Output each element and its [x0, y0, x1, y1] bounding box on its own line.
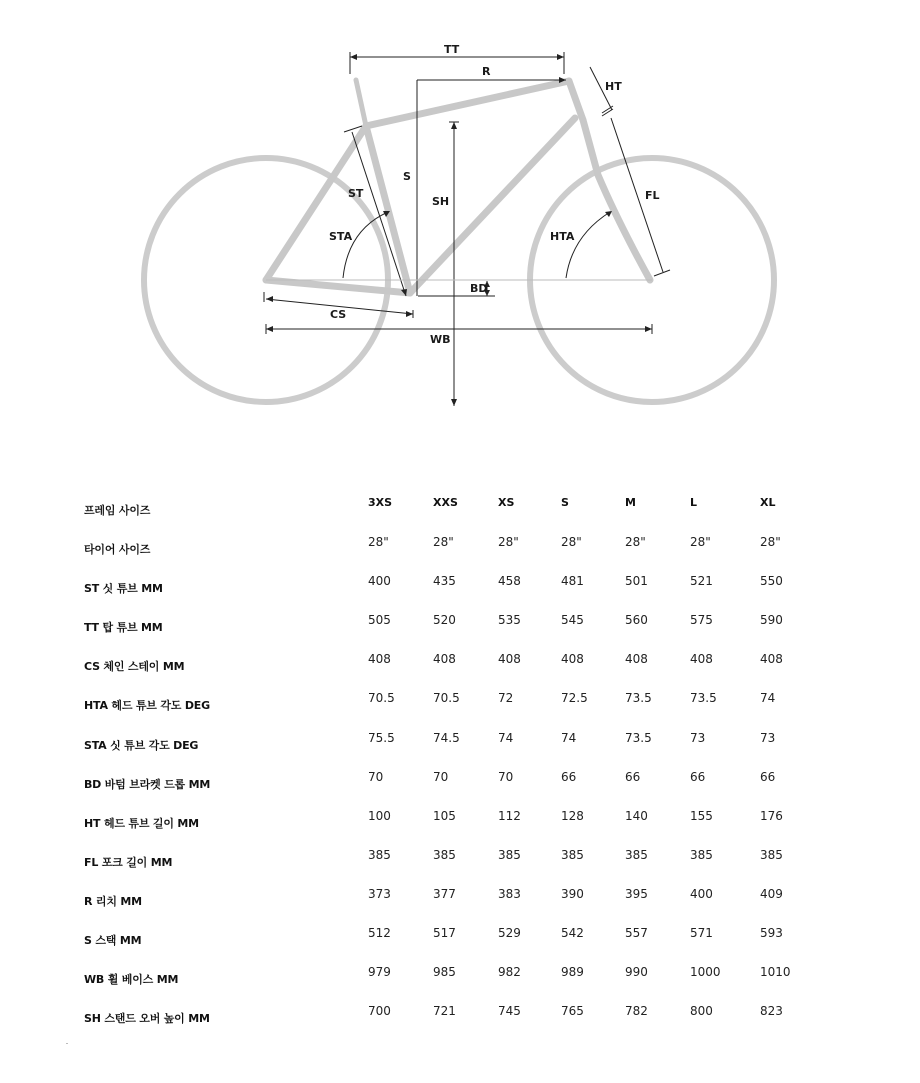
table-row: [0, 754, 920, 793]
label-wb: WB: [430, 333, 451, 346]
table-cell: 373: [368, 886, 391, 901]
table-cell: 74: [760, 691, 776, 706]
table-cell: 70.5: [433, 691, 460, 706]
size-header: XXS: [433, 496, 458, 509]
table-cell: 73.5: [690, 691, 717, 706]
table-cell: 542: [561, 926, 584, 941]
table-cell: 408: [561, 652, 584, 667]
table-cell: 593: [760, 926, 783, 941]
table-cell: 985: [433, 965, 456, 980]
table-cell: 408: [690, 652, 713, 667]
table-cell: 385: [433, 847, 456, 862]
size-header: M: [625, 496, 636, 509]
table-cell: 535: [498, 613, 521, 628]
table-cell: 70.5: [368, 691, 395, 706]
table-cell: 557: [625, 926, 648, 941]
table-cell: 1010: [760, 965, 791, 980]
table-cell: 408: [368, 652, 391, 667]
table-cell: 385: [561, 847, 584, 862]
table-cell: 400: [368, 574, 391, 589]
header-row: [0, 480, 920, 519]
table-cell: 70: [368, 769, 384, 784]
table-cell: 1000: [690, 965, 721, 980]
table-cell: 385: [690, 847, 713, 862]
row-label: HT 헤드 튜브 길이 MM: [84, 816, 199, 830]
table-cell: 400: [690, 886, 713, 901]
label-bd: BD: [470, 282, 488, 295]
table-cell: 66: [561, 769, 577, 784]
table-cell: 100: [368, 808, 391, 823]
table-cell: 982: [498, 965, 521, 980]
table-cell: 990: [625, 965, 648, 980]
table-cell: 481: [561, 574, 584, 589]
row-label: 프레임 사이즈: [84, 504, 151, 517]
table-cell: 66: [625, 769, 641, 784]
table-cell: 458: [498, 574, 521, 589]
table-cell: 73.5: [625, 730, 652, 745]
table-cell: 385: [625, 847, 648, 862]
table-cell: 385: [760, 847, 783, 862]
table-cell: 128: [561, 808, 584, 823]
table-row: [0, 832, 920, 871]
bike-geometry-diagram: [0, 0, 920, 420]
table-cell: 395: [625, 886, 648, 901]
table-cell: 70: [498, 769, 514, 784]
table-cell: 575: [690, 613, 713, 628]
table-cell: 377: [433, 886, 456, 901]
label-hta: HTA: [550, 230, 575, 243]
table-cell: 28": [561, 535, 582, 550]
table-row: [0, 715, 920, 754]
divider: [66, 1043, 68, 1044]
table-row: [0, 871, 920, 910]
seatpost: [356, 80, 366, 126]
table-cell: 550: [760, 574, 783, 589]
size-header: XL: [760, 496, 776, 509]
table-cell: 72.5: [561, 691, 588, 706]
bike-frame: [266, 81, 650, 293]
table-cell: 745: [498, 1004, 521, 1019]
row-label: R 리치 MM: [84, 894, 142, 908]
table-cell: 28": [760, 535, 781, 550]
label-r: R: [482, 65, 491, 78]
table-row: [0, 519, 920, 558]
size-header: 3XS: [368, 496, 393, 509]
table-cell: 800: [690, 1004, 713, 1019]
table-cell: 74.5: [433, 730, 460, 745]
table-cell: 28": [368, 535, 389, 550]
table-row: [0, 949, 920, 988]
table-cell: 517: [433, 926, 456, 941]
row-label: BD 바텀 브라켓 드롭 MM: [84, 777, 211, 791]
table-cell: 571: [690, 926, 713, 941]
label-sh: SH: [432, 195, 450, 208]
table-cell: 721: [433, 1004, 456, 1019]
table-body: [0, 519, 920, 1027]
table-cell: 590: [760, 613, 783, 628]
table-cell: 75.5: [368, 730, 395, 745]
table-cell: 989: [561, 965, 584, 980]
table-row: [0, 636, 920, 675]
geometry-table: [0, 480, 920, 1027]
table-cell: 545: [561, 613, 584, 628]
table-cell: 560: [625, 613, 648, 628]
row-label: STA 싯 튜브 각도 DEG: [84, 738, 199, 752]
size-header: S: [561, 496, 569, 509]
table-cell: 28": [433, 535, 454, 550]
table-cell: 155: [690, 808, 713, 823]
row-label: HTA 헤드 튜브 각도 DEG: [84, 699, 210, 713]
table-cell: 782: [625, 1004, 648, 1019]
row-label: ST 싯 튜브 MM: [84, 582, 163, 596]
table-cell: 408: [625, 652, 648, 667]
row-label: FL 포크 길이 MM: [84, 855, 173, 869]
table-cell: 390: [561, 886, 584, 901]
table-cell: 823: [760, 1004, 783, 1019]
table-row: [0, 793, 920, 832]
row-label: S 스택 MM: [84, 934, 142, 948]
table-row: [0, 675, 920, 714]
table-cell: 28": [625, 535, 646, 550]
table-cell: 74: [561, 730, 577, 745]
table-cell: 765: [561, 1004, 584, 1019]
table-cell: 408: [433, 652, 456, 667]
table-cell: 66: [690, 769, 706, 784]
table-cell: 73: [690, 730, 706, 745]
table-cell: 435: [433, 574, 456, 589]
table-row: [0, 597, 920, 636]
table-cell: 74: [498, 730, 514, 745]
table-cell: 520: [433, 613, 456, 628]
table-cell: 408: [498, 652, 521, 667]
table-cell: 409: [760, 886, 783, 901]
row-label: WB 휠 베이스 MM: [84, 973, 179, 987]
table-cell: 28": [498, 535, 519, 550]
table-row: [0, 988, 920, 1027]
table-cell: 140: [625, 808, 648, 823]
row-label: 타이어 사이즈: [84, 543, 151, 557]
label-ht: HT: [605, 80, 622, 93]
table-cell: 70: [433, 769, 449, 784]
table-cell: 383: [498, 886, 521, 901]
label-sta: STA: [329, 230, 353, 243]
table-cell: 72: [498, 691, 514, 706]
table-cell: 501: [625, 574, 648, 589]
size-header: XS: [498, 496, 515, 509]
table-cell: 66: [760, 769, 776, 784]
table-row: [0, 910, 920, 949]
size-header: L: [690, 496, 698, 509]
table-cell: 105: [433, 808, 456, 823]
table-cell: 176: [760, 808, 783, 823]
table-row: [0, 558, 920, 597]
table-cell: 529: [498, 926, 521, 941]
table-cell: 73: [760, 730, 776, 745]
label-st: ST: [348, 187, 364, 200]
table-cell: 700: [368, 1004, 391, 1019]
table-cell: 505: [368, 613, 391, 628]
table-cell: 512: [368, 926, 391, 941]
label-tt: TT: [444, 43, 460, 56]
table-cell: 112: [498, 808, 521, 823]
label-fl: FL: [645, 189, 660, 202]
table-cell: 73.5: [625, 691, 652, 706]
row-label: TT 탑 튜브 MM: [84, 621, 163, 635]
table-cell: 408: [760, 652, 783, 667]
label-s: S: [403, 170, 411, 183]
row-label: CS 체인 스테이 MM: [84, 660, 185, 674]
table-cell: 28": [690, 535, 711, 550]
row-label: SH 스탠드 오버 높이 MM: [84, 1012, 210, 1026]
label-cs: CS: [330, 308, 347, 321]
table-cell: 385: [368, 847, 391, 862]
table-cell: 385: [498, 847, 521, 862]
table-cell: 979: [368, 965, 391, 980]
table-cell: 521: [690, 574, 713, 589]
